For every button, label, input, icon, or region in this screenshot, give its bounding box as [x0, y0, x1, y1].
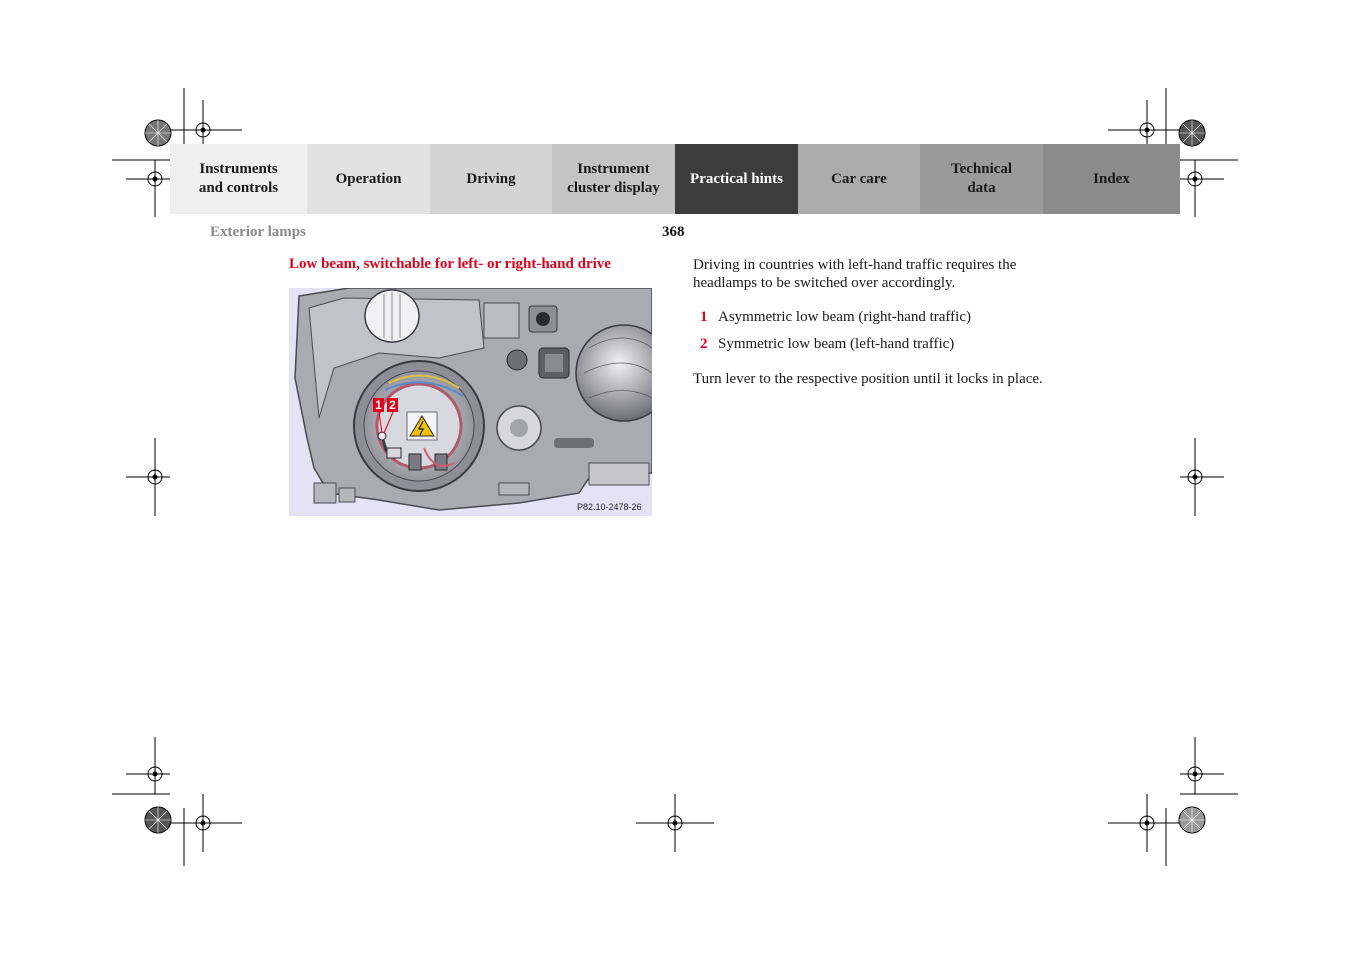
tab-label: Driving — [466, 170, 516, 187]
list-text: Symmetric low beam (left-hand traffic) — [718, 336, 955, 352]
tab-driving[interactable] — [430, 144, 552, 214]
list-item — [693, 308, 1063, 326]
tab-label: Car care — [831, 170, 887, 187]
callout-2: 2 — [387, 398, 398, 412]
section-title: Exterior lamps — [210, 224, 306, 240]
tab-index[interactable] — [1043, 144, 1180, 214]
intro-paragraph: Driving in countries with left-hand traffic requires the headlamps to be switched over accordingly. — [693, 257, 1017, 291]
tab-technical-data[interactable] — [920, 144, 1043, 214]
list-text: Asymmetric low beam (right-hand traffic) — [718, 309, 971, 325]
chapter-nav — [170, 144, 1180, 214]
body-text — [693, 256, 1063, 388]
tab-operation[interactable] — [307, 144, 430, 214]
tab-label: Instruments and controls — [198, 161, 279, 196]
section-heading: Low beam, switchable for left- or right-hand drive — [289, 256, 611, 272]
list-number: 1 — [700, 309, 708, 325]
tab-label: Instrument cluster display — [567, 161, 660, 196]
tab-instrument-cluster-display[interactable] — [552, 144, 675, 214]
figure-code: P82.10-2478-26 — [577, 502, 642, 512]
tab-practical-hints[interactable] — [675, 144, 798, 214]
tab-label: Operation — [335, 170, 402, 187]
instruction-paragraph: Turn lever to the respective position until it locks in place. — [693, 371, 1043, 387]
callout-1: 1 — [373, 398, 384, 412]
tab-car-care[interactable] — [798, 144, 920, 214]
tab-label: Technical data — [950, 161, 1013, 196]
tab-label: Index — [1093, 170, 1130, 187]
list-number: 2 — [700, 336, 708, 352]
numbered-list — [693, 308, 1063, 353]
headlamp-illustration — [289, 288, 652, 516]
tab-instruments-and-controls[interactable] — [170, 144, 307, 214]
page-number: 368 — [662, 224, 685, 240]
tab-label: Practical hints — [690, 170, 783, 187]
list-item — [693, 335, 1063, 353]
